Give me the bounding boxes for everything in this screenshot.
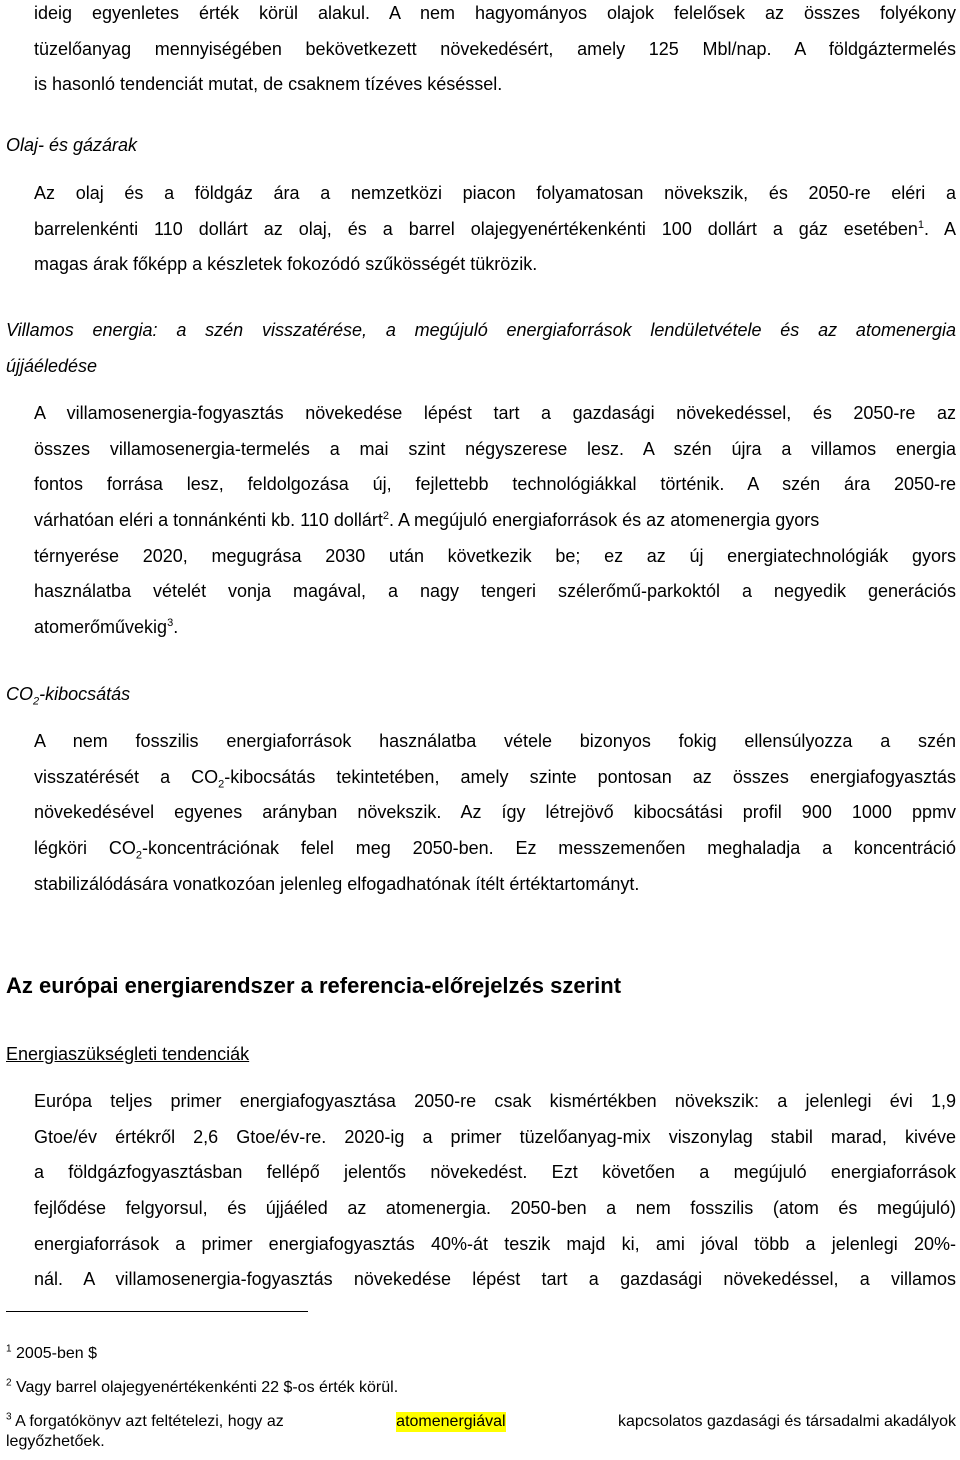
footnote-1: $^1$ 2005-ben $ xyxy=(6,1343,97,1362)
text-line: tüzelőanyag mennyiségében bekövetkezett növekedésért, amely 125 Mbl/nap. A földgáztermelés xyxy=(34,38,956,59)
oil-gas-paragraph xyxy=(34,176,956,283)
text-line: barrelenkénti 110 dollárt az olaj, és a barrel olajegyenértékenkénti 100 dollárt a gáz esetében$^1$. A xyxy=(34,218,956,239)
text-line: visszatérését a $CO_2$-kibocsátás tekintetében, amely szinte pontosan az összes energiafogyasztás xyxy=(34,766,956,791)
text-line: stabilizálódására vonatkozóan jelenleg elfogadhatónak ítélt értéktartományt. xyxy=(34,873,640,894)
text-line: a földgázfogyasztásban fellépő jelentős növekedést. Ezt követően a megújuló energiaforrások xyxy=(34,1162,956,1183)
chapter-title: Az európai energiarendszer a referencia-előrejelzés szerint xyxy=(6,973,622,998)
text-line: A villamosenergia-fogyasztás növekedése lépést tart a gazdasági növekedéssel, és 2050-re az xyxy=(34,403,956,423)
section-heading-electricity-cont: újjáéledése xyxy=(6,356,98,376)
text-line: növekedésével egyenes arányban növekszik. Az így létrejövő kibocsátási profil 900 1000 ppmv xyxy=(34,802,956,823)
footnote-ref: 2 xyxy=(382,510,390,523)
demand-paragraph xyxy=(34,1084,956,1298)
text-line: fejlődése felgyorsul, és újjáéled az atomenergia. 2050-ben a nem fosszilis (atom és megújuló) xyxy=(34,1198,956,1219)
text-line: A nem fosszilis energiaforrások használatba vétele bizonyos fokig ellensúlyozza a szén xyxy=(34,731,956,751)
text-line: ideig egyenletes érték körül alakul. A nem hagyományos olajok felelősek az összes folyékony xyxy=(34,3,956,23)
footnote-3: $^3$ A forgatókönyv azt feltételezi, hogy az atomenergiával kapcsolatos gazdasági és társadalmi akadályok legyőzhetőek. xyxy=(6,1411,956,1450)
text-line: összes villamosenergia-termelés a mai szint négyszerese lesz. A szén újra a villamos energia xyxy=(34,438,956,459)
footnote-ref: 3 xyxy=(167,617,174,630)
text-line: is hasonló tendenciát mutat, de csaknem tízéves késéssel. xyxy=(34,74,503,95)
text-line: magas árak főképp a készletek fokozódó szűkösségét tükrözik. xyxy=(34,254,538,275)
text-line: Az olaj és a földgáz ára a nemzetközi piacon folyamatosan növekszik, és 2050-re eléri a xyxy=(34,183,956,203)
text-line: használatba vételét vonja magával, a nagy tengeri szélerőmű-parkoktól a negyedik generációs xyxy=(34,581,956,602)
text-line: energiaforrások a primer energiafogyasztás 40%-át teszik majd ki, ami jóval több a jelenlegi 20%- xyxy=(34,1233,956,1254)
section-heading-oil-gas-prices: Olaj- és gázárak xyxy=(6,135,138,155)
section-heading-demand: Energiaszükségleti tendenciák xyxy=(6,1044,250,1064)
section-heading-electricity: Villamos energia: a szén visszatérése, a megújuló energiaforrások lendületvétele és az atomenergia xyxy=(6,320,956,340)
intro-paragraph xyxy=(34,0,956,103)
text-line: nál. A villamosenergia-fogyasztás növekedése lépést tart a gazdasági növekedéssel, a villamos xyxy=(34,1269,956,1290)
electricity-paragraph xyxy=(34,396,956,646)
text-line: fontos forrása lesz, feldolgozása új, fejlettebb technológiákkal történik. A szén ára 2050-re xyxy=(34,474,956,495)
highlighted-term: atomenergiával xyxy=(396,1413,506,1430)
footnote-separator xyxy=(6,1311,308,1312)
text-line: atomerőművekig$^3$. xyxy=(34,617,179,638)
text-line: Európa teljes primer energiafogyasztása 2050-re csak kismértékben növekszik: a jelenlegi évi 1,9 xyxy=(34,1091,956,1111)
footnote-ref: 1 xyxy=(917,218,924,231)
co2-paragraph xyxy=(34,724,956,902)
text-line: légköri $CO_2$-koncentrációnak felel meg 2050-ben. Ez messzemenően meghaladja a koncentráció xyxy=(34,838,956,862)
footnote-2: $^2$ Vagy barrel olajegyenértékenkénti 22 $-os érték körül. xyxy=(6,1377,399,1396)
text-line: térnyerése 2020, megugrása 2030 után következik be; ez az új energiatechnológiák gyors xyxy=(34,545,956,566)
text-line: Gtoe/év értékről 2,6 Gtoe/év-re. 2020-ig a primer tüzelőanyag-mix viszonylag stabil marad, kivéve xyxy=(34,1126,956,1147)
section-heading-co2: $CO_2$-kibocsátás xyxy=(6,684,131,708)
text-line: várhatóan eléri a tonnánkénti kb. 110 dollárt$^2$. A megújuló energiaforrások és az atomenergia gyors xyxy=(34,510,820,531)
